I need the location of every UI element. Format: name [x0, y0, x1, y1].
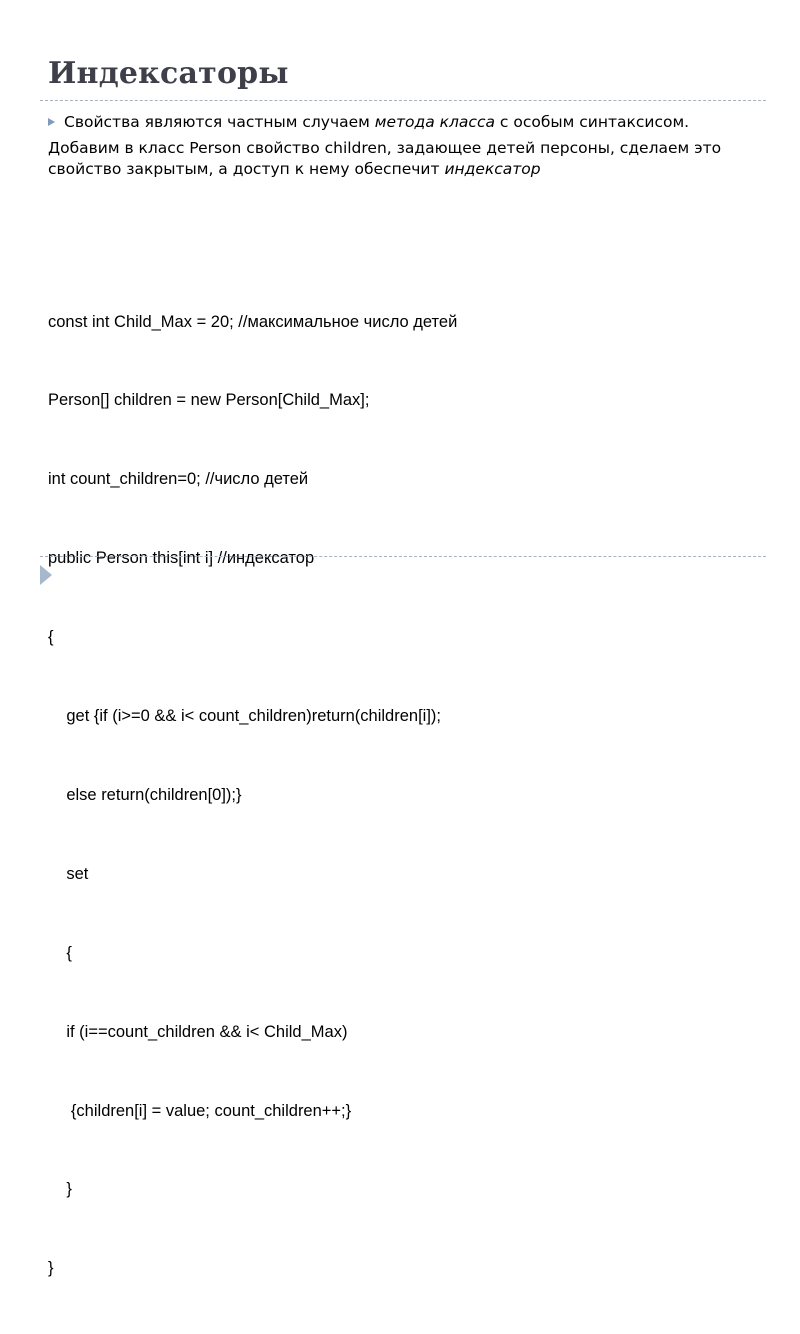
paragraph-text: Добавим в класс Person свойство children, задающее детей персоны, сделаем это свойство закрытым, а доступ к нему обеспечит — [48, 139, 722, 178]
slide-body — [48, 112, 748, 180]
slide-title: Индексаторы — [48, 56, 289, 91]
code-line: {children[i] = value; count_children++;} — [48, 1101, 352, 1120]
code-line: Person[] children = new Person[Child_Max]; — [48, 391, 370, 410]
triangle-bullet-icon — [48, 118, 55, 126]
code-line: { — [48, 628, 54, 647]
code-line: get {if (i>=0 && i< count_children)return(children[i]); — [48, 707, 441, 726]
paragraph — [48, 138, 728, 180]
title-divider — [40, 100, 766, 101]
code-line: set — [48, 864, 89, 883]
code-line: int count_children=0; //число детей — [48, 470, 309, 489]
bullet-text-after: с особым синтаксисом. — [494, 113, 690, 131]
code-line: } — [48, 1180, 72, 1199]
code-line: { — [48, 943, 72, 962]
bullet-item — [48, 112, 748, 133]
corner-triangle-icon — [40, 565, 52, 585]
code-line: const int Child_Max = 20; //максимальное число детей — [48, 312, 458, 331]
code-line: } — [48, 1259, 54, 1278]
code-block — [48, 256, 457, 1334]
code-line: public Person this[int i] //индексатор — [48, 549, 315, 568]
paragraph-text-italic: индексатор — [444, 160, 541, 178]
code-line: if (i==count_children && i< Child_Max) — [48, 1022, 348, 1041]
footer-divider — [40, 556, 766, 557]
bullet-text-before: Свойства являются частным случаем — [64, 113, 375, 131]
code-line: else return(children[0]);} — [48, 785, 242, 804]
bullet-text-italic: метода класса — [374, 113, 495, 131]
